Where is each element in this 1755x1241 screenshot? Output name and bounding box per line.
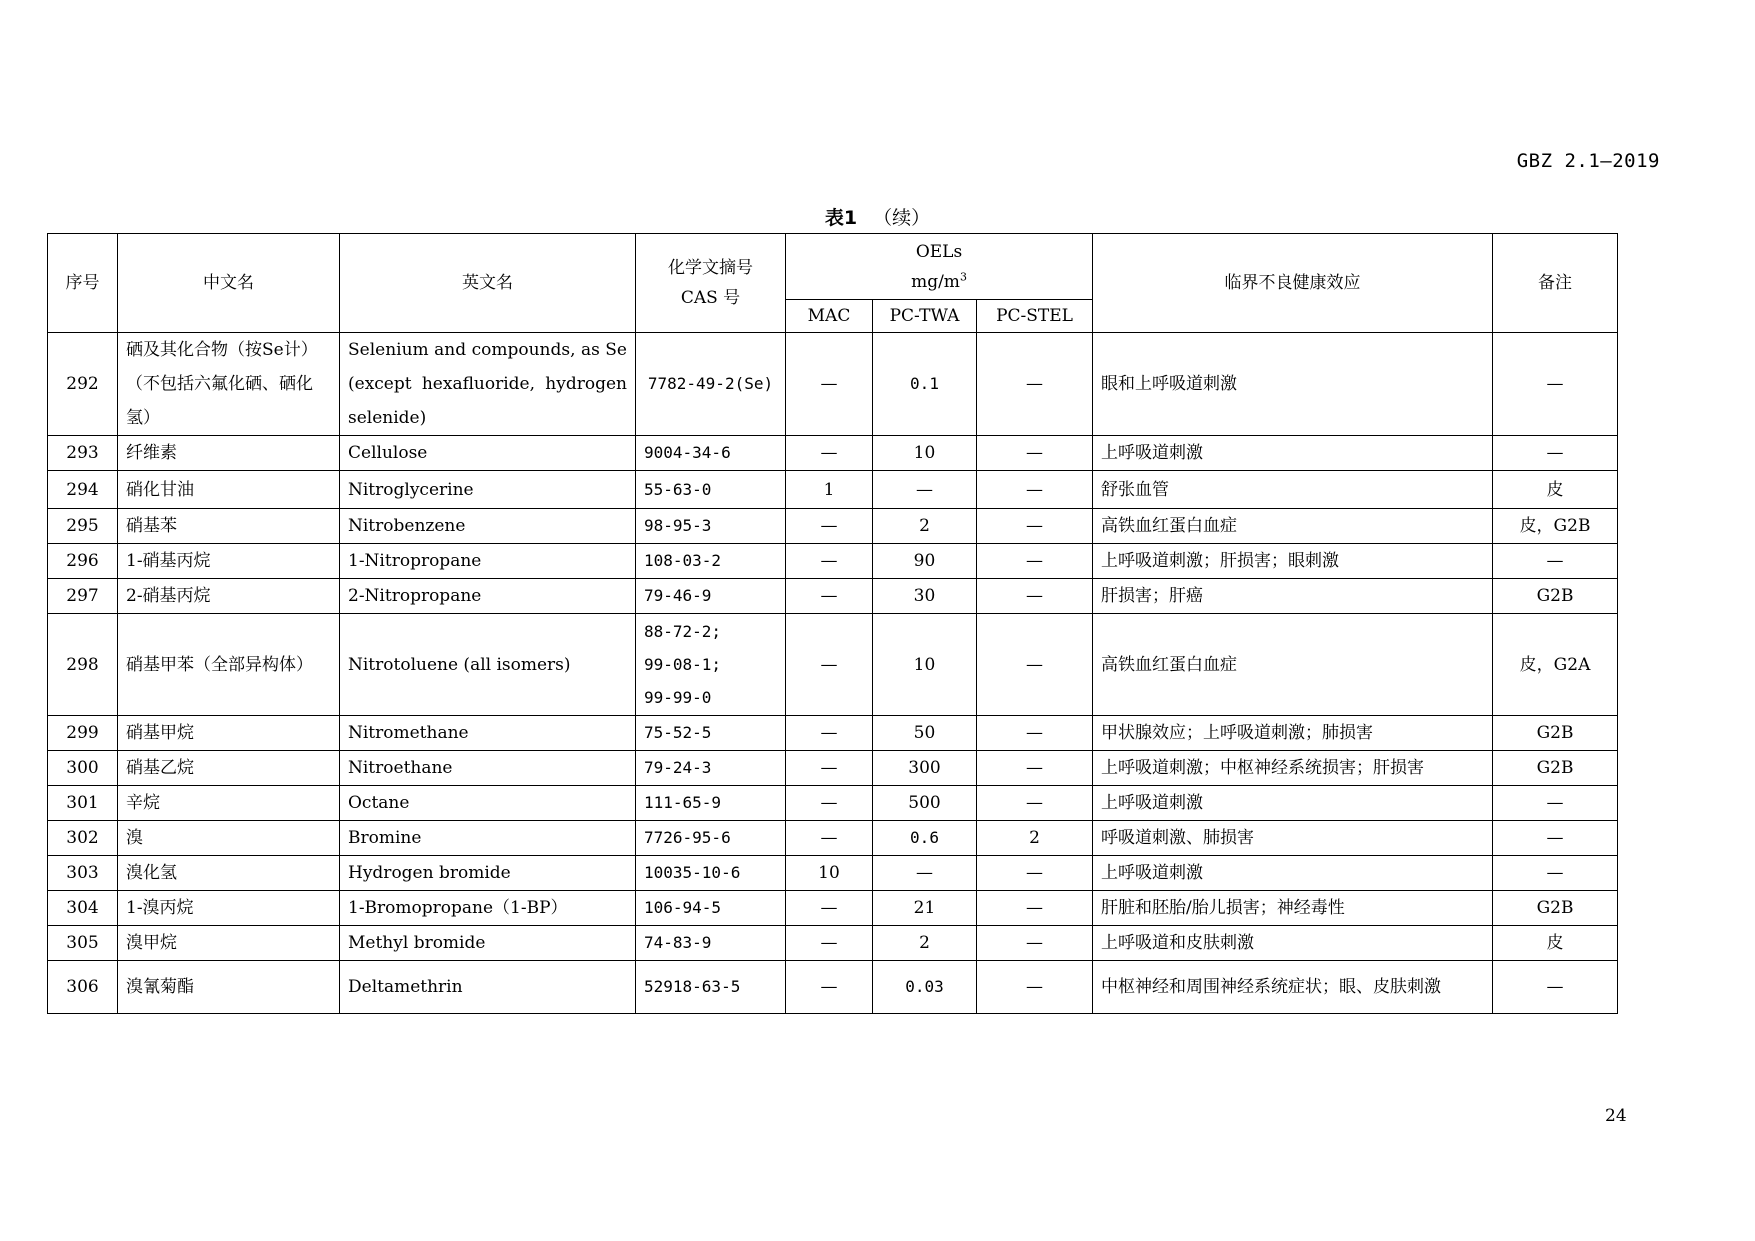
cell-pc-stel: —: [977, 751, 1093, 786]
cell-remark: —: [1493, 786, 1618, 821]
cell-pc-twa: 0.1: [873, 333, 977, 436]
col-header-cn-name: 中文名: [118, 234, 340, 333]
cell-no: 292: [48, 333, 118, 436]
cell-effect: 上呼吸道刺激: [1093, 436, 1493, 471]
cell-remark: G2B: [1493, 716, 1618, 751]
cell-mac: —: [786, 821, 873, 856]
cell-en-name: Methyl bromide: [340, 926, 636, 961]
cell-no: 302: [48, 821, 118, 856]
cell-en-name: Nitroglycerine: [340, 471, 636, 509]
cell-cn-name: 硝基苯: [118, 509, 340, 544]
cell-no: 294: [48, 471, 118, 509]
col-header-remark: 备注: [1493, 234, 1618, 333]
cell-mac: 1: [786, 471, 873, 509]
cell-cas: 74-83-9: [636, 926, 786, 961]
standard-code: GBZ 2.1—2019: [1516, 150, 1660, 172]
cell-remark: 皮: [1493, 926, 1618, 961]
table-caption: [0, 203, 1755, 230]
cell-mac: —: [786, 509, 873, 544]
cas-line: 99-08-1;: [644, 655, 722, 674]
cell-remark: —: [1493, 856, 1618, 891]
cell-no: 305: [48, 926, 118, 961]
cell-en-name: Bromine: [340, 821, 636, 856]
cell-remark: —: [1493, 821, 1618, 856]
table-row: [48, 509, 1618, 544]
cell-remark: —: [1493, 544, 1618, 579]
cell-effect: 上呼吸道刺激: [1093, 856, 1493, 891]
table-row: [48, 614, 1618, 716]
table-row: [48, 471, 1618, 509]
cell-cas: 55-63-0: [636, 471, 786, 509]
cell-pc-stel: —: [977, 436, 1093, 471]
cell-cas: 9004-34-6: [636, 436, 786, 471]
cell-en-name: Hydrogen bromide: [340, 856, 636, 891]
cell-en-name: Nitroethane: [340, 751, 636, 786]
cell-cn-name: 溴: [118, 821, 340, 856]
cell-remark: G2B: [1493, 891, 1618, 926]
table-header: [48, 234, 1618, 333]
cell-effect: 眼和上呼吸道刺激: [1093, 333, 1493, 436]
cell-effect: 甲状腺效应；上呼吸道刺激；肺损害: [1093, 716, 1493, 751]
cell-effect: 上呼吸道和皮肤刺激: [1093, 926, 1493, 961]
cell-mac: —: [786, 579, 873, 614]
cell-cn-name: 纤维素: [118, 436, 340, 471]
cell-mac: —: [786, 716, 873, 751]
table-row: [48, 821, 1618, 856]
cell-cas: 7782-49-2(Se): [636, 333, 786, 436]
unit-base: mg/m: [911, 271, 960, 292]
col-header-cas-title: 化学文摘号: [668, 258, 753, 278]
cell-cas: [636, 614, 786, 716]
table-row: [48, 579, 1618, 614]
oel-table: [47, 233, 1618, 1014]
cell-en-name: 2-Nitropropane: [340, 579, 636, 614]
cell-remark: —: [1493, 436, 1618, 471]
cell-cas: 75-52-5: [636, 716, 786, 751]
cell-pc-stel: 2: [977, 821, 1093, 856]
cell-cas: 98-95-3: [636, 509, 786, 544]
cell-remark: —: [1493, 333, 1618, 436]
cell-mac: —: [786, 926, 873, 961]
col-header-cas: [636, 234, 786, 333]
cell-cas: 79-46-9: [636, 579, 786, 614]
cell-pc-stel: —: [977, 471, 1093, 509]
cell-cas: 52918-63-5: [636, 961, 786, 1014]
cell-pc-twa: 21: [873, 891, 977, 926]
cell-pc-stel: —: [977, 333, 1093, 436]
cell-no: 300: [48, 751, 118, 786]
cell-pc-twa: 500: [873, 786, 977, 821]
cell-remark: —: [1493, 961, 1618, 1014]
cell-pc-twa: 2: [873, 509, 977, 544]
cell-no: 297: [48, 579, 118, 614]
cell-no: 298: [48, 614, 118, 716]
cell-mac: —: [786, 786, 873, 821]
col-header-cas-sub: CAS 号: [680, 288, 741, 308]
cell-remark: G2B: [1493, 751, 1618, 786]
table-caption-label: 表1: [824, 207, 858, 229]
cell-no: 293: [48, 436, 118, 471]
cell-pc-twa: 0.6: [873, 821, 977, 856]
col-header-mac: MAC: [786, 300, 873, 333]
cell-cn-name: 2-硝基丙烷: [118, 579, 340, 614]
cell-cn-name: 硝基乙烷: [118, 751, 340, 786]
cell-mac: —: [786, 544, 873, 579]
cell-effect: 上呼吸道刺激；中枢神经系统损害；肝损害: [1093, 751, 1493, 786]
cell-en-name: 1-Bromopropane（1-BP）: [340, 891, 636, 926]
cell-pc-twa: 2: [873, 926, 977, 961]
cell-no: 306: [48, 961, 118, 1014]
cell-en-name: Nitromethane: [340, 716, 636, 751]
table-body: [48, 333, 1618, 1014]
table-row: [48, 856, 1618, 891]
cell-remark: 皮: [1493, 471, 1618, 509]
cell-en-name: Octane: [340, 786, 636, 821]
col-header-oels-unit: [794, 267, 1084, 297]
cell-cn-name: 硝基甲烷: [118, 716, 340, 751]
cell-cn-name: 溴化氢: [118, 856, 340, 891]
cell-effect: 高铁血红蛋白血症: [1093, 614, 1493, 716]
table-row: [48, 926, 1618, 961]
cell-pc-stel: —: [977, 856, 1093, 891]
cell-pc-twa: 90: [873, 544, 977, 579]
cell-pc-stel: —: [977, 961, 1093, 1014]
table-row: [48, 961, 1618, 1014]
cell-pc-twa: 0.03: [873, 961, 977, 1014]
cell-en-name: 1-Nitropropane: [340, 544, 636, 579]
cell-no: 295: [48, 509, 118, 544]
table-row: [48, 716, 1618, 751]
cell-remark: G2B: [1493, 579, 1618, 614]
cell-cas: 79-24-3: [636, 751, 786, 786]
cell-no: 304: [48, 891, 118, 926]
cell-pc-stel: —: [977, 716, 1093, 751]
cell-effect: 肝损害；肝癌: [1093, 579, 1493, 614]
table-row: [48, 544, 1618, 579]
cell-pc-stel: —: [977, 891, 1093, 926]
cell-pc-twa: —: [873, 471, 977, 509]
cell-en-name: Deltamethrin: [340, 961, 636, 1014]
table-row: [48, 891, 1618, 926]
cell-effect: 呼吸道刺激、肺损害: [1093, 821, 1493, 856]
cell-cas: 111-65-9: [636, 786, 786, 821]
cell-pc-twa: 30: [873, 579, 977, 614]
cell-effect: 上呼吸道刺激: [1093, 786, 1493, 821]
cell-cn-name: 硒及其化合物（按Se计）（不包括六氟化硒、硒化氢）: [118, 333, 340, 436]
cell-cn-name: 辛烷: [118, 786, 340, 821]
cell-mac: 10: [786, 856, 873, 891]
table-row: [48, 751, 1618, 786]
cell-cas: 108-03-2: [636, 544, 786, 579]
cell-cn-name: 1-溴丙烷: [118, 891, 340, 926]
cell-cas: 106-94-5: [636, 891, 786, 926]
cell-effect: 肝脏和胚胎/胎儿损害；神经毒性: [1093, 891, 1493, 926]
cell-remark: 皮，G2A: [1493, 614, 1618, 716]
cell-pc-stel: —: [977, 786, 1093, 821]
cas-line: 99-99-0: [644, 688, 712, 707]
cell-no: 299: [48, 716, 118, 751]
cell-mac: —: [786, 891, 873, 926]
cell-mac: —: [786, 614, 873, 716]
page-number: 24: [1605, 1106, 1627, 1126]
cell-effect: 上呼吸道刺激；肝损害；眼刺激: [1093, 544, 1493, 579]
col-header-pc-twa: PC-TWA: [873, 300, 977, 333]
cell-effect: 舒张血管: [1093, 471, 1493, 509]
table-row: [48, 786, 1618, 821]
cell-pc-twa: 10: [873, 436, 977, 471]
cell-cn-name: 硝化甘油: [118, 471, 340, 509]
cell-mac: —: [786, 961, 873, 1014]
col-header-oels: [786, 234, 1093, 300]
cell-mac: —: [786, 333, 873, 436]
cell-cas: 7726-95-6: [636, 821, 786, 856]
cell-en-name: Nitrobenzene: [340, 509, 636, 544]
cell-pc-twa: 10: [873, 614, 977, 716]
cell-no: 296: [48, 544, 118, 579]
cell-pc-twa: —: [873, 856, 977, 891]
cell-pc-stel: —: [977, 544, 1093, 579]
cell-pc-twa: 50: [873, 716, 977, 751]
table-row: [48, 436, 1618, 471]
cell-en-name: Nitrotoluene (all isomers): [340, 614, 636, 716]
cell-pc-stel: —: [977, 579, 1093, 614]
cell-cn-name: 硝基甲苯（全部异构体）: [118, 614, 340, 716]
cell-pc-stel: —: [977, 614, 1093, 716]
unit-exponent: 3: [959, 269, 967, 283]
cell-en-name: Cellulose: [340, 436, 636, 471]
col-header-en-name: 英文名: [340, 234, 636, 333]
table-caption-continued: （续）: [873, 207, 931, 229]
cell-no: 303: [48, 856, 118, 891]
cell-effect: 高铁血红蛋白血症: [1093, 509, 1493, 544]
cell-effect: 中枢神经和周围神经系统症状；眼、皮肤刺激: [1093, 961, 1493, 1014]
col-header-pc-stel: PC-STEL: [977, 300, 1093, 333]
cell-cn-name: 溴氰菊酯: [118, 961, 340, 1014]
cell-mac: —: [786, 751, 873, 786]
cell-cn-name: 溴甲烷: [118, 926, 340, 961]
cas-line: 88-72-2;: [644, 622, 722, 641]
col-header-effect: 临界不良健康效应: [1093, 234, 1493, 333]
cell-remark: 皮，G2B: [1493, 509, 1618, 544]
cell-mac: —: [786, 436, 873, 471]
cell-en-name: Selenium and compounds, as Se (except hexafluoride, hydrogen selenide): [340, 333, 636, 436]
col-header-oels-title: OELs: [915, 241, 963, 262]
cell-cn-name: 1-硝基丙烷: [118, 544, 340, 579]
col-header-no: 序号: [48, 234, 118, 333]
cell-pc-stel: —: [977, 509, 1093, 544]
cell-no: 301: [48, 786, 118, 821]
cell-pc-stel: —: [977, 926, 1093, 961]
cell-pc-twa: 300: [873, 751, 977, 786]
cell-cas: 10035-10-6: [636, 856, 786, 891]
table-row: [48, 333, 1618, 436]
